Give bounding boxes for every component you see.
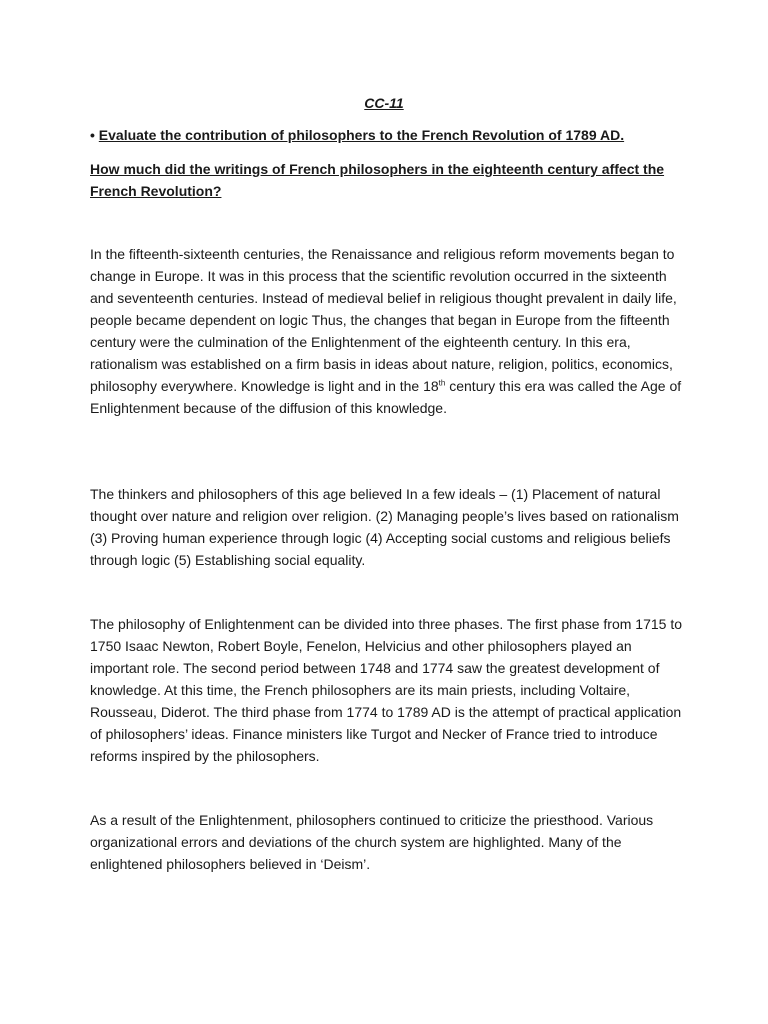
paragraph-3: The philosophy of Enlightenment can be divided into three phases. The first phase from 1715 to 1750 Isaac Newton, Robert Boyle, Fenelon, Helvicius and other philosophers played an important role. The second period between 1748 and 1774 saw the greatest development of knowledge. At this time, the French philosophers are its main priests, including Voltaire, Rousseau, Diderot. The third phase from 1774 to 1789 AD is the attempt of practical application of philosophers’ ideas. Finance ministers like Turgot and Necker of France tried to introduce reforms inspired by the philosophers.: [90, 616, 682, 764]
bullet-icon: •: [90, 127, 95, 143]
paragraph-2: The thinkers and philosophers of this age believed In a few ideals – (1) Placement of natural thought over nature and religion over religion. (2) Managing people’s lives based on rationalism (3) Proving human experience through logic (4) Accepting social customs and religious beliefs through logic (5) Establishing social equality.: [90, 486, 679, 568]
question-2: How much did the writings of French philosophers in the eighteenth century affect the French Revolution?: [90, 161, 665, 199]
page-title: CC-11: [364, 95, 404, 111]
paragraph-1-text-b: century this era was called the Age of Enlightenment because of the diffusion of this knowledge.: [90, 378, 682, 416]
paragraph-4: As a result of the Enlightenment, philosophers continued to criticize the priesthood. Various organizational errors and deviations of the church system are highlighted. Many of the enlightened philosophers believed in ‘Deism’.: [90, 812, 654, 872]
question-1: Evaluate the contribution of philosophers to the French Revolution of 1789 AD.: [98, 127, 625, 143]
question-bullet-item: [90, 126, 680, 144]
paragraph-1-text-a: In the fifteenth-sixteenth centuries, the Renaissance and religious reform movements began to change in Europe. It was in this process that the scientific revolution occurred in the sixteenth and seventeenth centuries. Instead of medieval belief in religious thought prevalent in daily life, people became dependent on logic Thus, the changes that began in Europe from the fifteenth century were the culmination of the Enlightenment of the eighteenth century. In this era, rationalism was established on a firm basis in ideas about nature, religion, politics, economics, philosophy everywhere. Knowledge is light and in the 18: [90, 246, 677, 394]
paragraph-1: [90, 243, 684, 419]
ordinal-suffix: th: [438, 378, 446, 388]
